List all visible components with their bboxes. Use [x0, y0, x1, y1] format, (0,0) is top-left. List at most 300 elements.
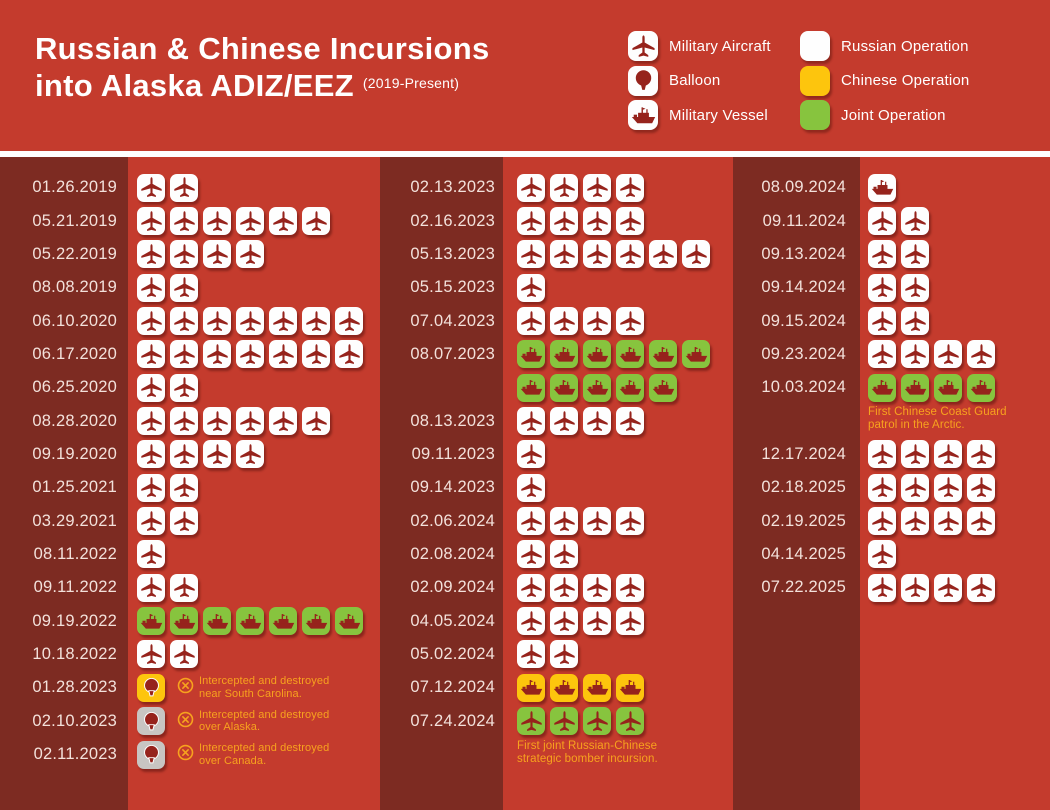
date-label: 05.22.2019 — [32, 244, 117, 263]
aircraft-icon — [583, 174, 611, 202]
date-label: 01.26.2019 — [32, 178, 117, 197]
legend-item — [800, 64, 969, 99]
date-label: 09.11.2023 — [411, 444, 495, 463]
icon-group — [128, 507, 198, 535]
aircraft-icon — [137, 407, 165, 435]
icon-group — [860, 174, 896, 202]
aircraft-icon — [137, 207, 165, 235]
aircraft-icon — [170, 174, 198, 202]
aircraft-icon — [203, 307, 231, 335]
date-label: 01.25.2021 — [32, 478, 117, 497]
aircraft-icon — [616, 240, 644, 268]
title-line-2-text: into Alaska ADIZ/EEZ — [35, 68, 354, 103]
aircraft-icon — [550, 307, 578, 335]
icon-group — [860, 507, 995, 535]
event-row — [380, 338, 733, 371]
aircraft-icon — [137, 440, 165, 468]
white-operation-swatch — [800, 31, 830, 61]
aircraft-icon — [517, 507, 545, 535]
aircraft-icon — [517, 240, 545, 268]
aircraft-icon — [269, 407, 297, 435]
legend-item — [800, 29, 969, 64]
aircraft-icon — [583, 307, 611, 335]
event-row — [0, 671, 380, 704]
vessel-icon — [649, 340, 677, 368]
icon-group — [503, 574, 644, 602]
vessel-icon — [302, 607, 330, 635]
aircraft-icon — [934, 574, 962, 602]
date-label: 08.07.2023 — [410, 344, 495, 363]
aircraft-icon — [901, 307, 929, 335]
legend-operation-colors — [800, 29, 969, 133]
date-label: 08.28.2020 — [32, 411, 117, 430]
icon-group — [128, 340, 363, 368]
date-label: 08.13.2023 — [410, 411, 495, 430]
aircraft-icon — [517, 407, 545, 435]
aircraft-icon — [583, 607, 611, 635]
aircraft-icon — [967, 507, 995, 535]
event-row — [0, 371, 380, 404]
aircraft-icon — [170, 507, 198, 535]
date-label: 05.15.2023 — [410, 278, 495, 297]
event-row — [380, 271, 733, 304]
aircraft-icon — [868, 474, 896, 502]
icon-group — [128, 674, 347, 702]
column-2 — [380, 157, 733, 771]
date-label: 02.19.2025 — [761, 511, 846, 530]
aircraft-icon — [868, 274, 896, 302]
event-row — [0, 571, 380, 604]
vessel-icon — [649, 374, 677, 402]
aircraft-icon — [901, 274, 929, 302]
event-row — [380, 204, 733, 237]
aircraft-icon — [616, 307, 644, 335]
icon-group — [503, 307, 644, 335]
aircraft-icon — [170, 207, 198, 235]
aircraft-icon — [550, 607, 578, 635]
legend-item-label: Russian Operation — [841, 37, 969, 55]
aircraft-icon — [269, 207, 297, 235]
yellow-operation-swatch — [800, 66, 830, 96]
aircraft-icon — [868, 340, 896, 368]
date-label: 09.14.2024 — [761, 278, 846, 297]
icon-group — [860, 274, 929, 302]
aircraft-icon — [934, 474, 962, 502]
date-label: 02.08.2024 — [410, 544, 495, 563]
icon-group — [503, 707, 644, 735]
aircraft-icon — [517, 274, 545, 302]
balloon-icon — [137, 674, 165, 702]
vessel-icon — [616, 340, 644, 368]
date-label: 06.17.2020 — [32, 344, 117, 363]
aircraft-icon — [137, 540, 165, 568]
event-row — [0, 604, 380, 637]
event-row — [380, 638, 733, 671]
legend-item-label: Military Aircraft — [669, 37, 771, 55]
date-label: 03.29.2021 — [32, 511, 117, 530]
destroyed-note-text: Intercepted and destroyed near South Carolina. — [199, 675, 330, 700]
aircraft-icon — [170, 574, 198, 602]
intercepted-destroyed-icon — [177, 677, 194, 699]
event-row — [0, 438, 380, 471]
date-label: 02.10.2023 — [32, 711, 117, 730]
icon-group — [128, 240, 264, 268]
aircraft-icon — [550, 707, 578, 735]
icon-group — [128, 707, 347, 735]
icon-group — [503, 507, 644, 535]
aircraft-icon — [236, 407, 264, 435]
event-row — [0, 738, 380, 771]
vessel-icon — [583, 374, 611, 402]
date-label: 02.09.2024 — [410, 578, 495, 597]
icon-group — [860, 240, 929, 268]
aircraft-icon — [137, 174, 165, 202]
event-row — [0, 338, 380, 371]
vessel-icon — [335, 607, 363, 635]
date-label: 02.18.2025 — [761, 478, 846, 497]
icon-group — [503, 440, 545, 468]
aircraft-icon — [517, 474, 545, 502]
date-label: 02.11.2023 — [33, 745, 117, 764]
legend-icon-types — [628, 29, 771, 133]
aircraft-icon — [550, 540, 578, 568]
aircraft-icon — [682, 240, 710, 268]
icon-group — [503, 474, 545, 502]
title-subtitle: (2019-Present) — [362, 75, 460, 91]
header — [0, 0, 1050, 151]
icon-group — [128, 574, 198, 602]
icon-group — [860, 540, 896, 568]
aircraft-icon — [868, 507, 896, 535]
aircraft-icon — [236, 440, 264, 468]
vessel-icon — [203, 607, 231, 635]
aircraft-icon — [517, 707, 545, 735]
date-label: 09.11.2022 — [33, 578, 117, 597]
date-label: 07.22.2025 — [761, 578, 846, 597]
vessel-icon — [628, 100, 658, 130]
aircraft-icon — [236, 207, 264, 235]
aircraft-icon — [868, 240, 896, 268]
icon-group — [503, 174, 644, 202]
aircraft-icon — [616, 574, 644, 602]
destroyed-note-text: Intercepted and destroyed over Canada. — [199, 742, 330, 767]
aircraft-icon — [550, 240, 578, 268]
vessel-icon — [901, 374, 929, 402]
aircraft-icon — [517, 440, 545, 468]
date-label: 06.25.2020 — [32, 378, 117, 397]
icon-group — [503, 207, 644, 235]
event-row — [733, 171, 1050, 204]
aircraft-icon — [137, 340, 165, 368]
date-label: 07.24.2024 — [410, 711, 495, 730]
icon-group — [860, 474, 995, 502]
event-row — [0, 271, 380, 304]
event-row — [380, 438, 733, 471]
date-label: 08.11.2022 — [33, 544, 117, 563]
aircraft-icon — [170, 374, 198, 402]
legend-item-label: Balloon — [669, 72, 721, 90]
date-label: 09.11.2024 — [762, 211, 846, 230]
date-label: 04.14.2025 — [761, 544, 846, 563]
event-row — [0, 204, 380, 237]
aircraft-icon — [583, 574, 611, 602]
vessel-icon — [682, 340, 710, 368]
event-row — [733, 271, 1050, 304]
icon-group — [503, 540, 578, 568]
vessel-icon — [137, 607, 165, 635]
icon-group — [503, 340, 710, 368]
icon-group — [860, 307, 929, 335]
annotation-row — [380, 738, 733, 771]
event-row — [380, 538, 733, 571]
aircraft-icon — [517, 174, 545, 202]
date-label: 09.14.2023 — [410, 478, 495, 497]
aircraft-icon — [517, 574, 545, 602]
intercepted-destroyed-icon — [177, 744, 194, 766]
aircraft-icon — [203, 340, 231, 368]
event-row — [733, 538, 1050, 571]
aircraft-icon — [203, 207, 231, 235]
event-row — [380, 504, 733, 537]
title-line-1: Russian & Chinese Incursions — [35, 31, 490, 66]
annotation-text: First Chinese Coast Guard patrol in the Arctic. — [868, 406, 1007, 432]
balloon-icon — [137, 741, 165, 769]
vessel-icon — [550, 674, 578, 702]
annotation-text: First joint Russian-Chinese strategic bomber incursion. — [517, 739, 658, 765]
icon-group — [128, 207, 330, 235]
aircraft-icon — [901, 474, 929, 502]
legend-item — [628, 29, 771, 64]
legend-item-label: Military Vessel — [669, 106, 768, 124]
date-label: 09.13.2024 — [761, 244, 846, 263]
aircraft-icon — [901, 240, 929, 268]
aircraft-icon — [137, 507, 165, 535]
icon-group — [128, 274, 198, 302]
date-label: 07.04.2023 — [410, 311, 495, 330]
aircraft-icon — [628, 31, 658, 61]
event-row — [0, 404, 380, 437]
event-row — [380, 705, 733, 738]
aircraft-icon — [868, 207, 896, 235]
date-label: 02.13.2023 — [410, 178, 495, 197]
vessel-icon — [550, 374, 578, 402]
date-label: 08.08.2019 — [32, 278, 117, 297]
icon-group — [128, 607, 363, 635]
aircraft-icon — [137, 474, 165, 502]
aircraft-icon — [901, 507, 929, 535]
event-row — [733, 438, 1050, 471]
legend-item — [800, 98, 969, 133]
date-label: 09.15.2024 — [761, 311, 846, 330]
date-label: 12.17.2024 — [761, 444, 846, 463]
date-label: 06.10.2020 — [32, 311, 117, 330]
aircraft-icon — [616, 407, 644, 435]
aircraft-icon — [868, 307, 896, 335]
aircraft-icon — [170, 340, 198, 368]
icon-group — [128, 741, 347, 769]
intercepted-destroyed-icon — [177, 711, 194, 733]
aircraft-icon — [868, 440, 896, 468]
aircraft-icon — [550, 174, 578, 202]
aircraft-icon — [583, 407, 611, 435]
destroyed-note-text: Intercepted and destroyed over Alaska. — [199, 708, 330, 734]
event-row — [380, 171, 733, 204]
aircraft-icon — [901, 207, 929, 235]
annotation-row — [733, 404, 1050, 437]
legend-item — [628, 64, 771, 99]
icon-group — [503, 607, 644, 635]
vessel-icon — [616, 674, 644, 702]
date-label: 04.05.2024 — [410, 611, 495, 630]
icon-group — [128, 307, 363, 335]
aircraft-icon — [934, 440, 962, 468]
aircraft-icon — [967, 574, 995, 602]
title-line-2 — [35, 67, 490, 110]
aircraft-icon — [901, 440, 929, 468]
aircraft-icon — [868, 540, 896, 568]
aircraft-icon — [137, 307, 165, 335]
green-operation-swatch — [800, 100, 830, 130]
event-row — [0, 538, 380, 571]
vessel-icon — [934, 374, 962, 402]
date-label: 05.13.2023 — [410, 244, 495, 263]
aircraft-icon — [517, 207, 545, 235]
aircraft-icon — [616, 607, 644, 635]
date-label: 08.09.2024 — [761, 178, 846, 197]
aircraft-icon — [302, 207, 330, 235]
icon-group — [503, 274, 545, 302]
aircraft-icon — [517, 640, 545, 668]
date-label: 09.19.2020 — [32, 444, 117, 463]
column-3 — [733, 157, 1050, 604]
aircraft-icon — [616, 507, 644, 535]
event-row — [380, 238, 733, 271]
icon-group — [503, 240, 710, 268]
aircraft-icon — [583, 707, 611, 735]
aircraft-icon — [550, 640, 578, 668]
vessel-icon — [517, 374, 545, 402]
aircraft-icon — [901, 340, 929, 368]
date-label: 07.12.2024 — [410, 678, 495, 697]
aircraft-icon — [203, 407, 231, 435]
vessel-icon — [967, 374, 995, 402]
icon-group — [128, 374, 198, 402]
aircraft-icon — [616, 207, 644, 235]
destroyed-note — [177, 709, 347, 734]
balloon-icon — [137, 707, 165, 735]
icon-group — [860, 340, 995, 368]
aircraft-icon — [203, 240, 231, 268]
event-row — [0, 638, 380, 671]
date-label: 10.18.2022 — [32, 644, 117, 663]
event-row — [0, 705, 380, 738]
aircraft-icon — [170, 474, 198, 502]
aircraft-icon — [137, 574, 165, 602]
page-title — [35, 30, 490, 110]
aircraft-icon — [236, 340, 264, 368]
aircraft-icon — [934, 340, 962, 368]
date-label: 02.16.2023 — [410, 211, 495, 230]
aircraft-icon — [550, 207, 578, 235]
icon-group — [503, 674, 644, 702]
aircraft-icon — [170, 407, 198, 435]
event-row — [380, 304, 733, 337]
date-label: 09.19.2022 — [32, 611, 117, 630]
vessel-icon — [550, 340, 578, 368]
event-row — [733, 238, 1050, 271]
date-label: 10.03.2024 — [761, 378, 846, 397]
aircraft-icon — [517, 307, 545, 335]
vessel-icon — [868, 374, 896, 402]
aircraft-icon — [517, 540, 545, 568]
event-row — [0, 471, 380, 504]
icon-group — [860, 574, 995, 602]
aircraft-icon — [269, 307, 297, 335]
aircraft-icon — [335, 307, 363, 335]
vessel-icon — [517, 340, 545, 368]
event-row — [0, 171, 380, 204]
date-label: 09.23.2024 — [761, 344, 846, 363]
vessel-icon — [583, 340, 611, 368]
event-row — [0, 304, 380, 337]
aircraft-icon — [583, 507, 611, 535]
destroyed-note — [177, 742, 347, 767]
icon-group — [128, 407, 330, 435]
event-row — [380, 604, 733, 637]
aircraft-icon — [170, 640, 198, 668]
aircraft-icon — [335, 340, 363, 368]
aircraft-icon — [583, 240, 611, 268]
vessel-icon — [583, 674, 611, 702]
aircraft-icon — [550, 407, 578, 435]
icon-group — [128, 174, 198, 202]
icon-group — [128, 640, 198, 668]
aircraft-icon — [934, 507, 962, 535]
vessel-icon — [868, 174, 896, 202]
column-1 — [0, 157, 380, 771]
aircraft-icon — [236, 240, 264, 268]
date-label: 01.28.2023 — [32, 678, 117, 697]
aircraft-icon — [137, 274, 165, 302]
aircraft-icon — [302, 307, 330, 335]
vessel-icon — [517, 674, 545, 702]
legend-item-label: Joint Operation — [841, 106, 946, 124]
aircraft-icon — [302, 340, 330, 368]
aircraft-icon — [517, 607, 545, 635]
aircraft-icon — [170, 440, 198, 468]
aircraft-icon — [236, 307, 264, 335]
event-row — [733, 504, 1050, 537]
aircraft-icon — [583, 207, 611, 235]
aircraft-icon — [137, 374, 165, 402]
balloon-icon — [628, 66, 658, 96]
event-row — [380, 404, 733, 437]
icon-group — [860, 440, 995, 468]
vessel-icon — [616, 374, 644, 402]
timeline-content — [0, 157, 1050, 810]
event-row — [733, 471, 1050, 504]
aircraft-icon — [170, 274, 198, 302]
icon-group — [503, 374, 677, 402]
aircraft-icon — [302, 407, 330, 435]
date-label: 05.02.2024 — [410, 644, 495, 663]
icon-group — [860, 207, 929, 235]
aircraft-icon — [868, 574, 896, 602]
icon-group — [128, 440, 264, 468]
aircraft-icon — [967, 474, 995, 502]
aircraft-icon — [550, 507, 578, 535]
legend-item-label: Chinese Operation — [841, 72, 970, 90]
